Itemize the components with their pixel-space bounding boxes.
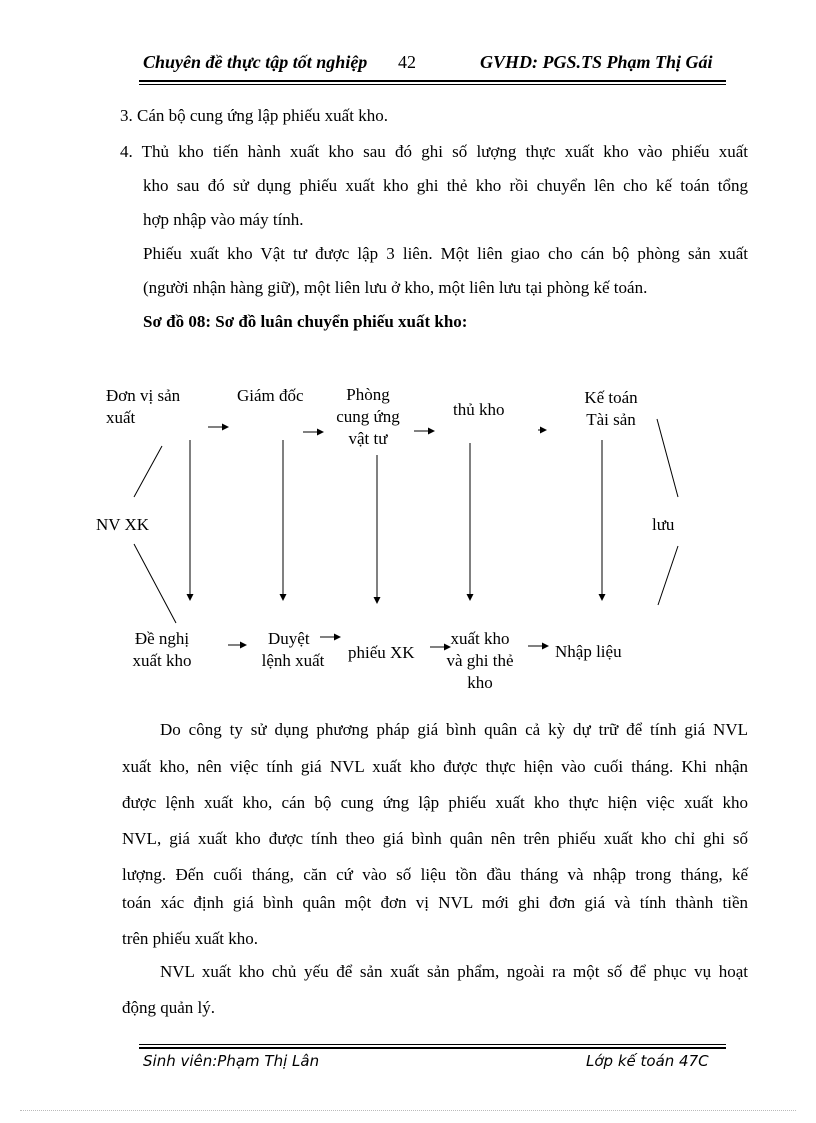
paragraph-1-line-4: NVL, giá xuất kho được tính theo giá bình quân nên trên phiếu xuất kho chỉ ghi số <box>122 829 748 848</box>
node-de-nghi-line-2: xuất kho <box>132 651 192 670</box>
footer-rule-thin <box>139 1044 726 1045</box>
note-line-2: (người nhận hàng giữ), một liên lưu ở kho, một liên lưu tại phòng kế toán. <box>143 278 648 297</box>
node-xuat-kho-line-1: xuất kho <box>450 629 510 648</box>
node-ke-toan-line-1: Kế toán <box>584 388 638 407</box>
node-giam-doc: Giám đốc <box>237 386 304 405</box>
paragraph-1-line-2: xuất kho, nên việc tính giá NVL xuất kho được thực hiện vào cuối tháng. Khi nhận <box>122 757 748 776</box>
paragraph-1-line-1: Do công ty sử dụng phương pháp giá bình quân cả kỳ dự trữ để tính giá NVL <box>160 720 748 739</box>
left-diagonal-top <box>134 446 162 497</box>
header-page-number: 42 <box>398 52 416 72</box>
node-duyet-line-1: Duyệt <box>268 629 310 648</box>
page-bottom-dotted-line <box>20 1110 796 1111</box>
header-advisor: GVHD: PGS.TS Phạm Thị Gái <box>480 52 713 72</box>
node-ke-toan-line-2: Tài sản <box>586 410 636 429</box>
left-diagonal-bottom <box>134 544 176 623</box>
node-de-nghi-xuat-kho <box>124 628 200 672</box>
right-diagonal-top <box>657 419 678 497</box>
diagram-title: Sơ đồ 08: Sơ đồ luân chuyển phiếu xuất kho: <box>143 312 468 331</box>
footer-student: Sinh viên:Phạm Thị Lân <box>143 1052 320 1070</box>
node-phieu-xk: phiếu XK <box>348 643 415 662</box>
node-don-vi-line-2: xuất <box>106 408 136 427</box>
node-don-vi-line-1: Đơn vị sản <box>106 386 181 405</box>
list-item-4-line-1: 4. Thủ kho tiến hành xuất kho sau đó ghi số lượng thực xuất kho vào phiếu xuất <box>120 142 748 161</box>
node-phong-line-1: Phòng <box>346 385 390 404</box>
paragraph-2-line-1: NVL xuất kho chủ yếu để sản xuất sản phẩm, ngoài ra một số để phục vụ hoạt <box>160 962 748 981</box>
node-phong-cung-ung <box>330 384 406 450</box>
footer-rule <box>139 1047 726 1049</box>
node-de-nghi-line-1: Đề nghị <box>134 629 190 648</box>
node-duyet-lenh-xuat <box>254 628 332 672</box>
node-ke-toan-tai-san <box>578 387 644 431</box>
paragraph-1-line-5: lượng. Đến cuối tháng, căn cứ vào số liệu tồn đầu tháng và nhập trong tháng, kế <box>122 865 748 884</box>
node-thu-kho: thủ kho <box>453 400 505 419</box>
paragraph-1-line-7: trên phiếu xuất kho. <box>122 929 258 948</box>
node-phong-line-3: vật tư <box>348 429 388 448</box>
node-don-vi-san-xuat <box>106 385 180 429</box>
footer-class: Lớp kế toán 47C <box>586 1052 709 1070</box>
node-xuat-kho-ghi-the <box>440 628 520 694</box>
label-luu: lưu <box>652 515 675 534</box>
list-item-4-line-3: hợp nhập vào máy tính. <box>143 210 304 229</box>
node-xuat-kho-line-2: và ghi thẻ <box>446 651 514 670</box>
list-item-4-line-2: kho sau đó sử dụng phiếu xuất kho ghi thẻ kho rồi chuyển lên cho kế toán tổng <box>143 176 748 195</box>
label-nv-xk: NV XK <box>96 515 150 534</box>
node-xuat-kho-line-3: kho <box>467 673 493 692</box>
note-line-1: Phiếu xuất kho Vật tư được lập 3 liên. Một liên giao cho cán bộ phòng sản xuất <box>143 244 748 263</box>
paragraph-2-line-2: động quản lý. <box>122 998 216 1017</box>
node-phong-line-2: cung ứng <box>336 407 400 426</box>
node-duyet-line-2: lệnh xuất <box>261 651 325 670</box>
paragraph-1-line-6: toán xác định giá bình quân một đơn vị NVL mới ghi đơn giá và tính thành tiền <box>122 893 748 912</box>
list-item-3: 3. Cán bộ cung ứng lập phiếu xuất kho. <box>120 106 388 125</box>
right-diagonal-bottom <box>658 546 678 605</box>
header-title: Chuyên đề thực tập tốt nghiệp <box>143 52 368 72</box>
paragraph-1-line-3: được lệnh xuất kho, cán bộ cung ứng lập phiếu xuất kho thực hiện việc xuất kho <box>122 793 748 812</box>
node-nhap-lieu: Nhập liệu <box>555 642 622 661</box>
